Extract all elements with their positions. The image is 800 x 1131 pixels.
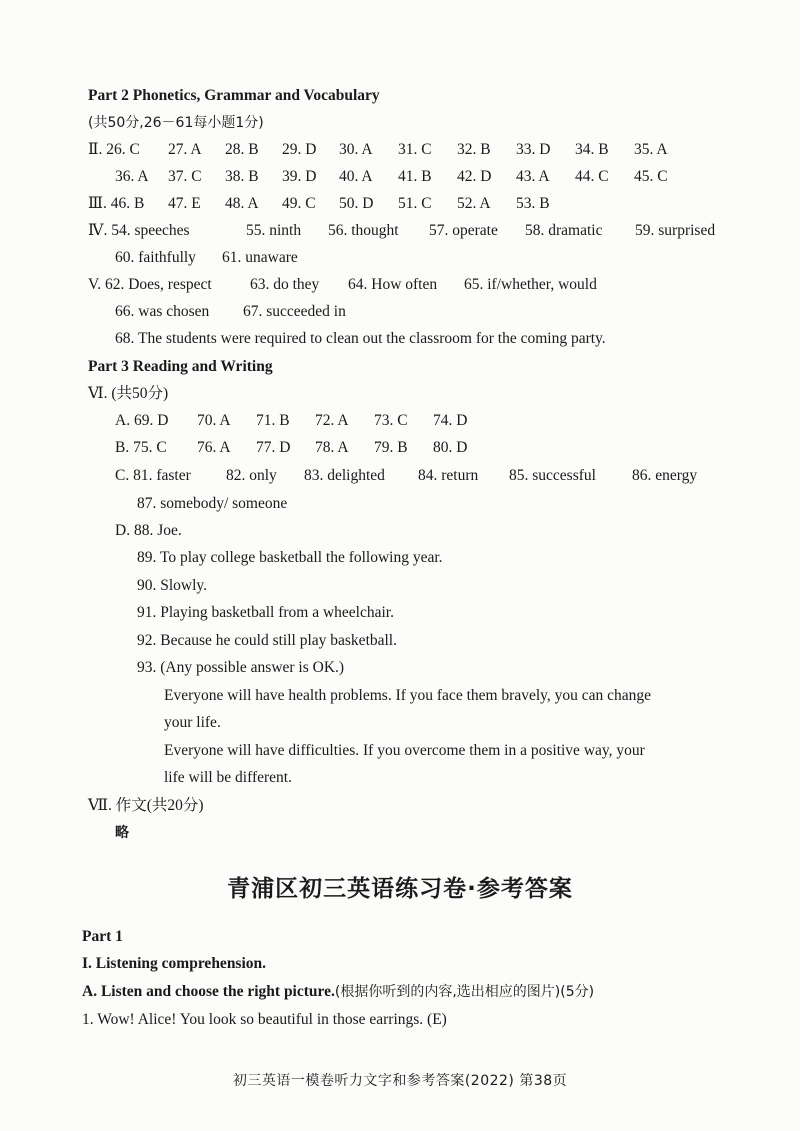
answer-item: 83. delighted [304,467,385,484]
answer-item: 41. B [398,168,432,185]
answer-item: 60. faithfully [115,249,196,266]
answer-item: 36. A [115,168,149,185]
part1-sec1: I. Listening comprehension. [82,955,267,972]
sec6-b-row [115,438,495,458]
answer-item: 51. C [398,195,432,212]
answer-item: 61. unaware [222,249,298,266]
answer-item: 55. ninth [246,222,302,239]
answer-item: 76. A [197,439,231,456]
answer-item: 80. D [433,439,468,456]
answer-item: 35. A [634,141,668,158]
answer-item: B. 75. C [115,439,167,456]
part3-heading: Part 3 Reading and Writing [88,358,273,375]
answer-item: 66. was chosen [115,303,210,320]
answer-item: 85. successful [509,467,596,484]
sec6-d-93-answer-b-line1: Everyone will have difficulties. If you overcome them in a positive way, your [164,742,645,759]
part1-sec-a [82,982,594,1002]
sec3-row [88,194,648,214]
part2-heading: Part 2 Phonetics, Grammar and Vocabulary [88,87,380,104]
answer-item: 50. D [339,195,374,212]
sec2-row1 [88,140,728,160]
answer-item: 84. return [418,467,479,484]
answer-item: 33. D [516,141,551,158]
answer-item: 52. A [457,195,491,212]
answer-item: 58. dramatic [525,222,603,239]
answer-item: 34. B [575,141,609,158]
answer-item: 32. B [457,141,491,158]
answer-item: V. 62. Does, respect [88,276,212,293]
sec6-d-93-answer-a-line2: your life. [164,714,221,731]
answer-key-title: 青浦区初三英语练习卷·参考答案 [227,876,573,902]
answer-item: 45. C [634,168,668,185]
part1-sec-a-title: A. Listen and choose the right picture. [82,983,335,1000]
answer-item: 49. C [282,195,316,212]
part1-heading: Part 1 [82,928,123,945]
answer-item: 59. surprised [635,222,716,239]
answer-item: 48. A [225,195,259,212]
sec5-q68: 68. The students were required to clean out the classroom for the coming party. [115,330,606,347]
sec6-c-row1 [115,466,715,486]
answer-item: 82. only [226,467,277,484]
answer-item: 27. A [168,141,202,158]
answer-item: 70. A [197,412,231,429]
sec6-a-row [115,411,495,431]
answer-item: Ⅳ. 54. speeches [88,222,190,239]
answer-item: C. 81. faster [115,467,191,484]
answer-item: 77. D [256,439,291,456]
sec5-row1 [88,275,708,295]
sec6-d-92: 92. Because he could still play basketball. [137,632,397,649]
answer-item: 39. D [282,168,317,185]
answer-item: 56. thought [328,222,399,239]
page-footer: 初三英语一模卷听力文字和参考答案(2022) 第38页 [232,1073,568,1089]
answer-item: 28. B [225,141,259,158]
answer-item: Ⅱ. 26. C [88,141,140,158]
sec4-row2 [115,248,415,268]
answer-item: 86. energy [632,467,698,484]
answer-item: 30. A [339,141,373,158]
sec6-c-row2: 87. somebody/ someone [137,495,288,512]
answer-item: 31. C [398,141,432,158]
answer-item: 38. B [225,168,259,185]
answer-item: 43. A [516,168,550,185]
part1-q1: 1. Wow! Alice! You look so beautiful in those earrings. (E) [82,1011,447,1028]
answer-item: 71. B [256,412,290,429]
sec7-label: Ⅶ. 作文(共20分) [88,797,204,814]
answer-item: 53. B [516,195,550,212]
sec6-d-93-answer-b-line2: life will be different. [164,769,292,786]
part2-score-note: (共50分,26－61每小题1分) [88,115,264,131]
answer-item: 74. D [433,412,468,429]
sec6-d-90: 90. Slowly. [137,577,208,594]
answer-item: 63. do they [250,276,320,293]
sec6-d-93-answer-a-line1: Everyone will have health problems. If you face them bravely, you can change [164,687,652,704]
sec5-row2 [115,302,415,322]
answer-item: 65. if/whether, would [464,276,597,293]
sec4-row1 [88,221,728,241]
answer-item: Ⅲ. 46. B [88,195,145,212]
answer-item: 79. B [374,439,408,456]
answer-item: 67. succeeded in [243,303,346,320]
sec7-answer: 略 [115,825,129,841]
answer-item: 29. D [282,141,317,158]
answer-item: A. 69. D [115,412,169,429]
part1-sec-a-note: (根据你听到的内容,选出相应的图片)(5分) [334,984,595,1000]
sec6-d-91: 91. Playing basketball from a wheelchair. [137,604,394,621]
answer-item: 47. E [168,195,201,212]
answer-item: 78. A [315,439,349,456]
answer-item: 37. C [168,168,202,185]
answer-item: 42. D [457,168,492,185]
sec6-label: Ⅵ. (共50分) [88,385,169,402]
answer-item: 44. C [575,168,609,185]
answer-item: 40. A [339,168,373,185]
sec2-row2 [115,167,735,187]
answer-item: 73. C [374,412,408,429]
sec6-d-88: D. 88. Joe. [115,522,182,539]
sec6-d-93: 93. (Any possible answer is OK.) [137,659,345,676]
answer-item: 72. A [315,412,349,429]
answer-item: 64. How often [348,276,438,293]
answer-item: 57. operate [429,222,498,239]
sec6-d-89: 89. To play college basketball the following year. [137,549,443,566]
